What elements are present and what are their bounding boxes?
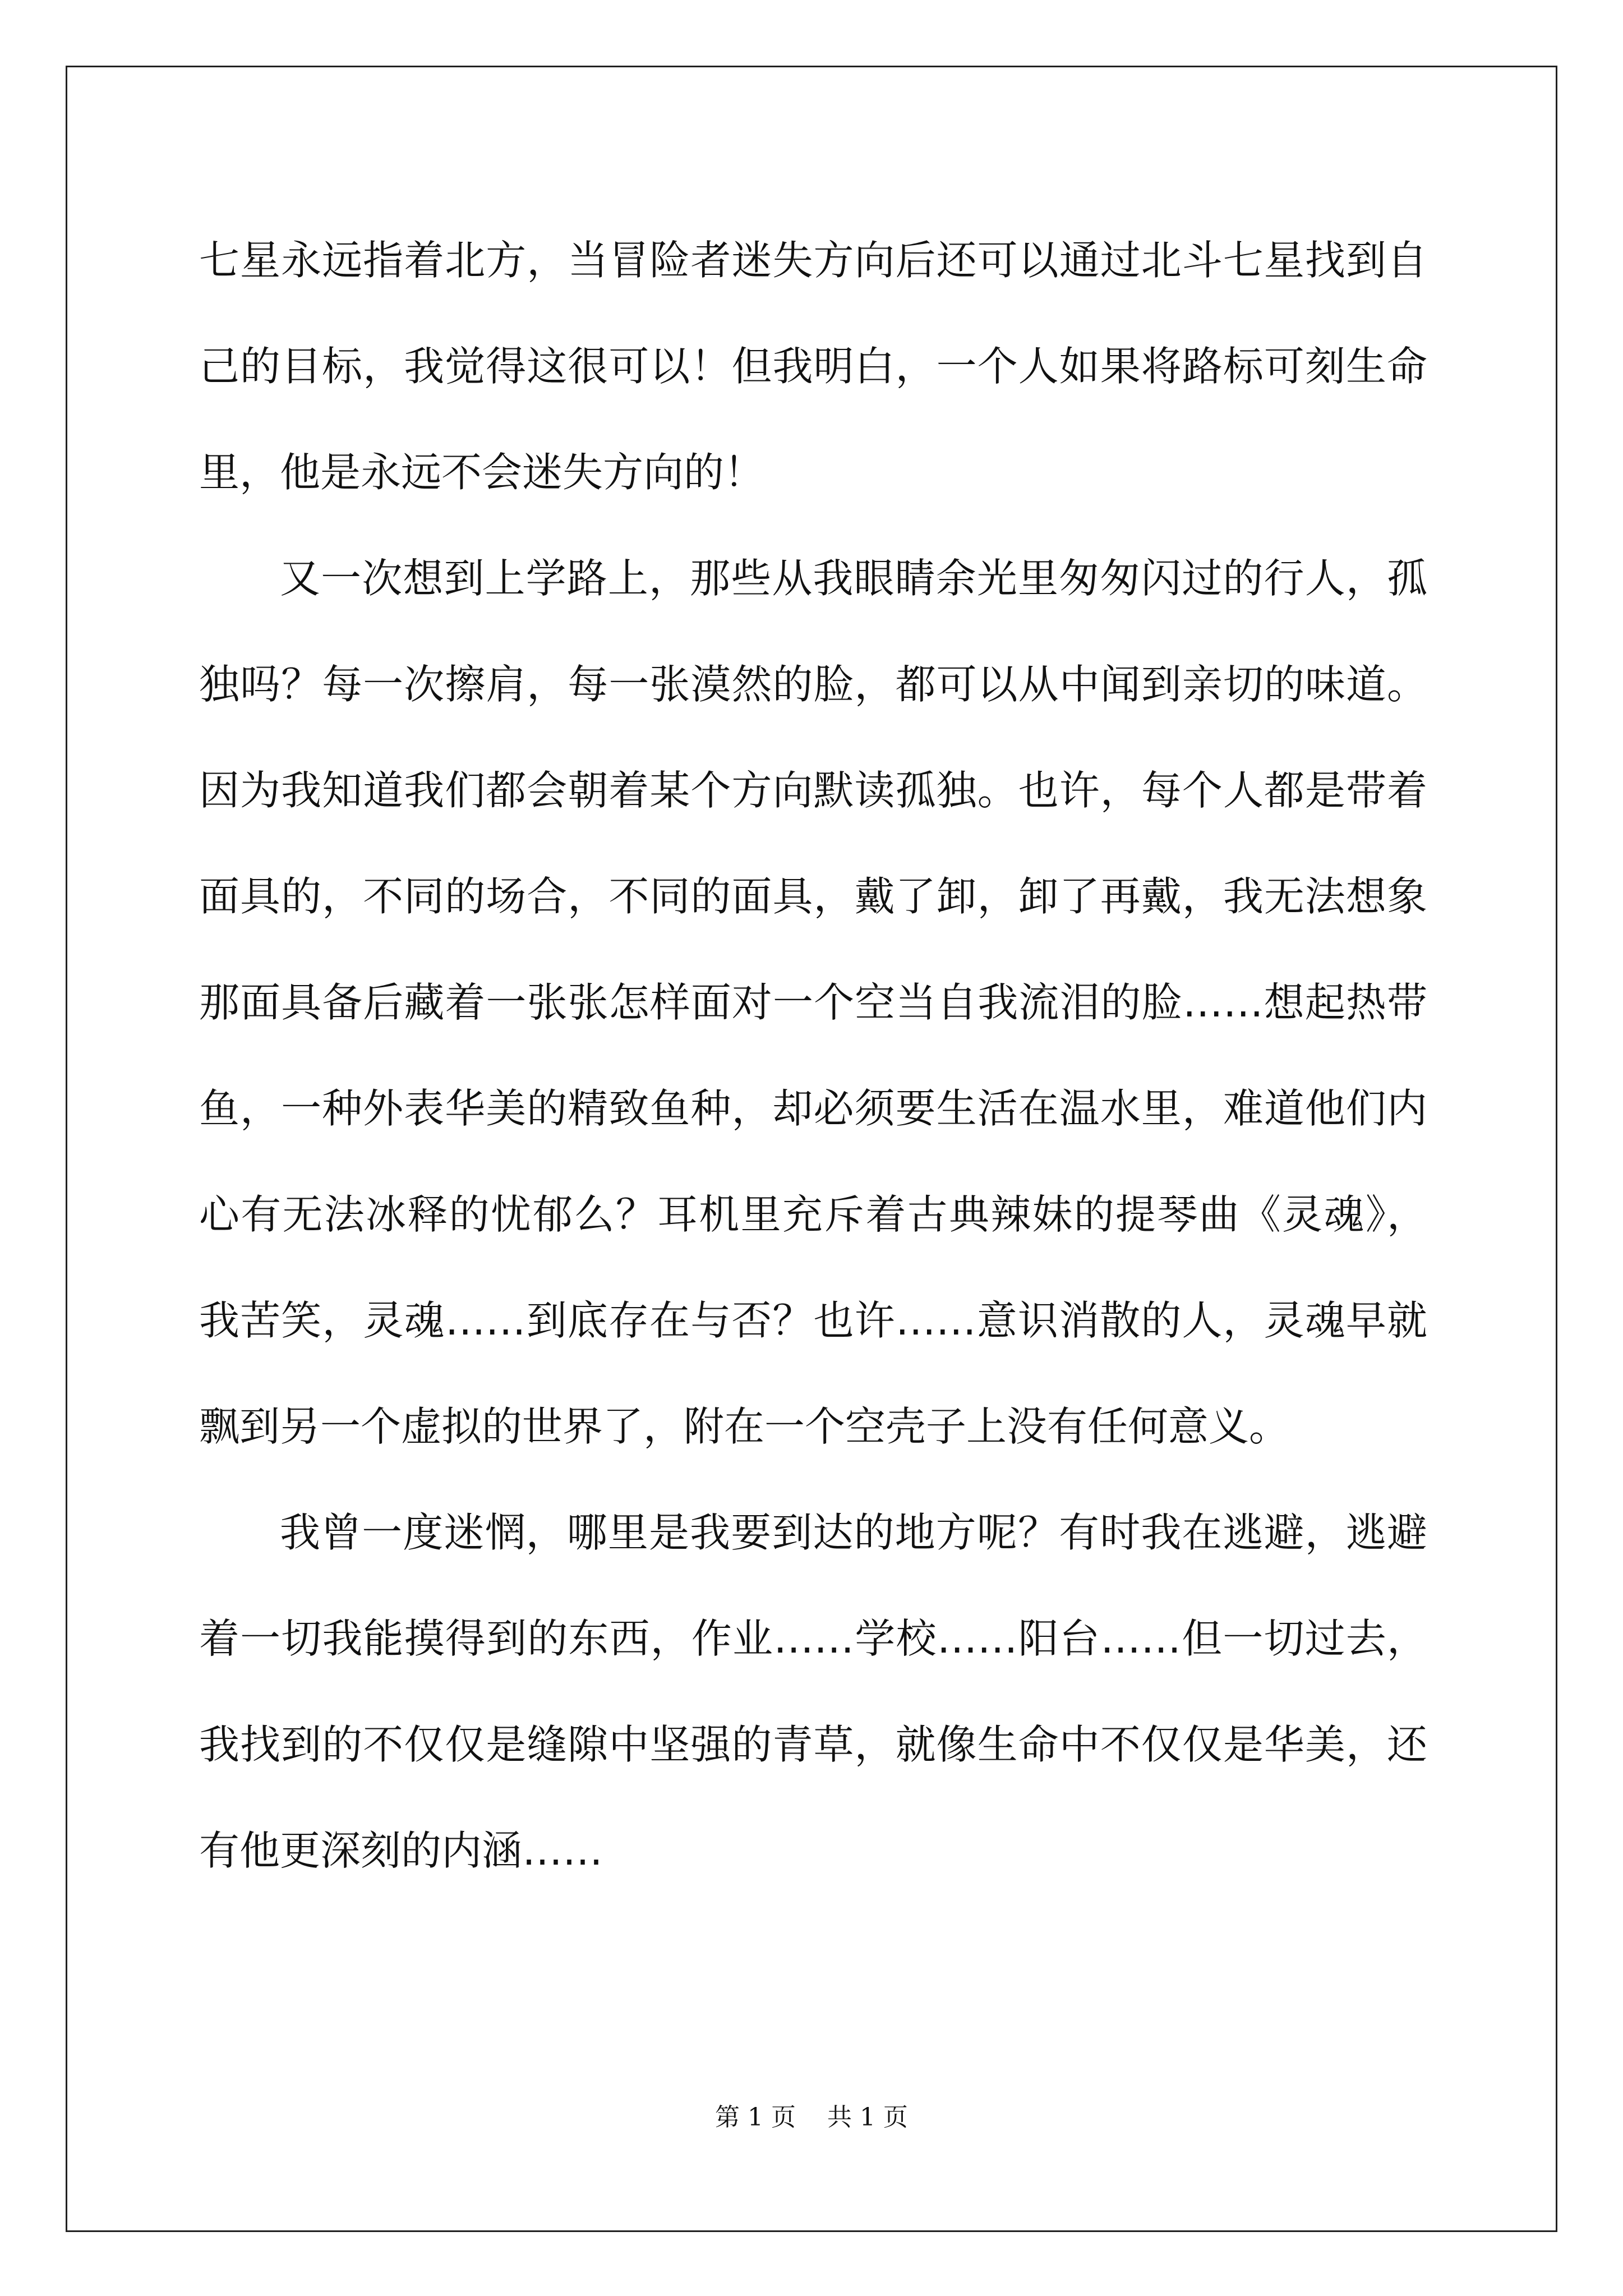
paragraph-1: 七星永远指着北方，当冒险者迷失方向后还可以通过北斗七星找到自己的目标，我觉得这很可以！但我明白，一个人如果将路标可刻生命里，他是永远不会迷失方向的！: [199, 237, 1427, 496]
page-number-footer: 第 1 页 共 1 页: [715, 2103, 908, 2132]
document-body: [199, 208, 1427, 1904]
paragraph-3: 我曾一度迷惘，哪里是我要到达的地方呢？有时我在逃避，逃避着一切我能摸得到的东西，作业……学校……阳台……但一切过去，我找到的不仅仅是缝隙中坚强的青草，就像生命中不仅仅是华美，还有他更深刻的内涵……: [199, 1509, 1427, 1874]
paragraph-2: 又一次想到上学路上，那些从我眼睛余光里匆匆闪过的行人，孤独吗？每一次擦肩，每一张漠然的脸，都可以从中闻到亲切的味道。因为我知道我们都会朝着某个方向默读孤独。也许，每个人都是带着面具的，不同的场合，不同的面具，戴了卸，卸了再戴，我无法想象那面具备后藏着一张张怎样面对一个空当自我流泪的脸……想起热带鱼，一种外表华美的精致鱼种，却必须要生活在温水里，难道他们内心有无法冰释的忧郁么？耳机里充斥着古典辣妹的提琴曲《灵魂》，我苦笑，灵魂……到底存在与否？也许……意识消散的人，灵魂早就飘到另一个虚拟的世界了，附在一个空壳子上没有任何意义。: [199, 555, 1427, 1450]
